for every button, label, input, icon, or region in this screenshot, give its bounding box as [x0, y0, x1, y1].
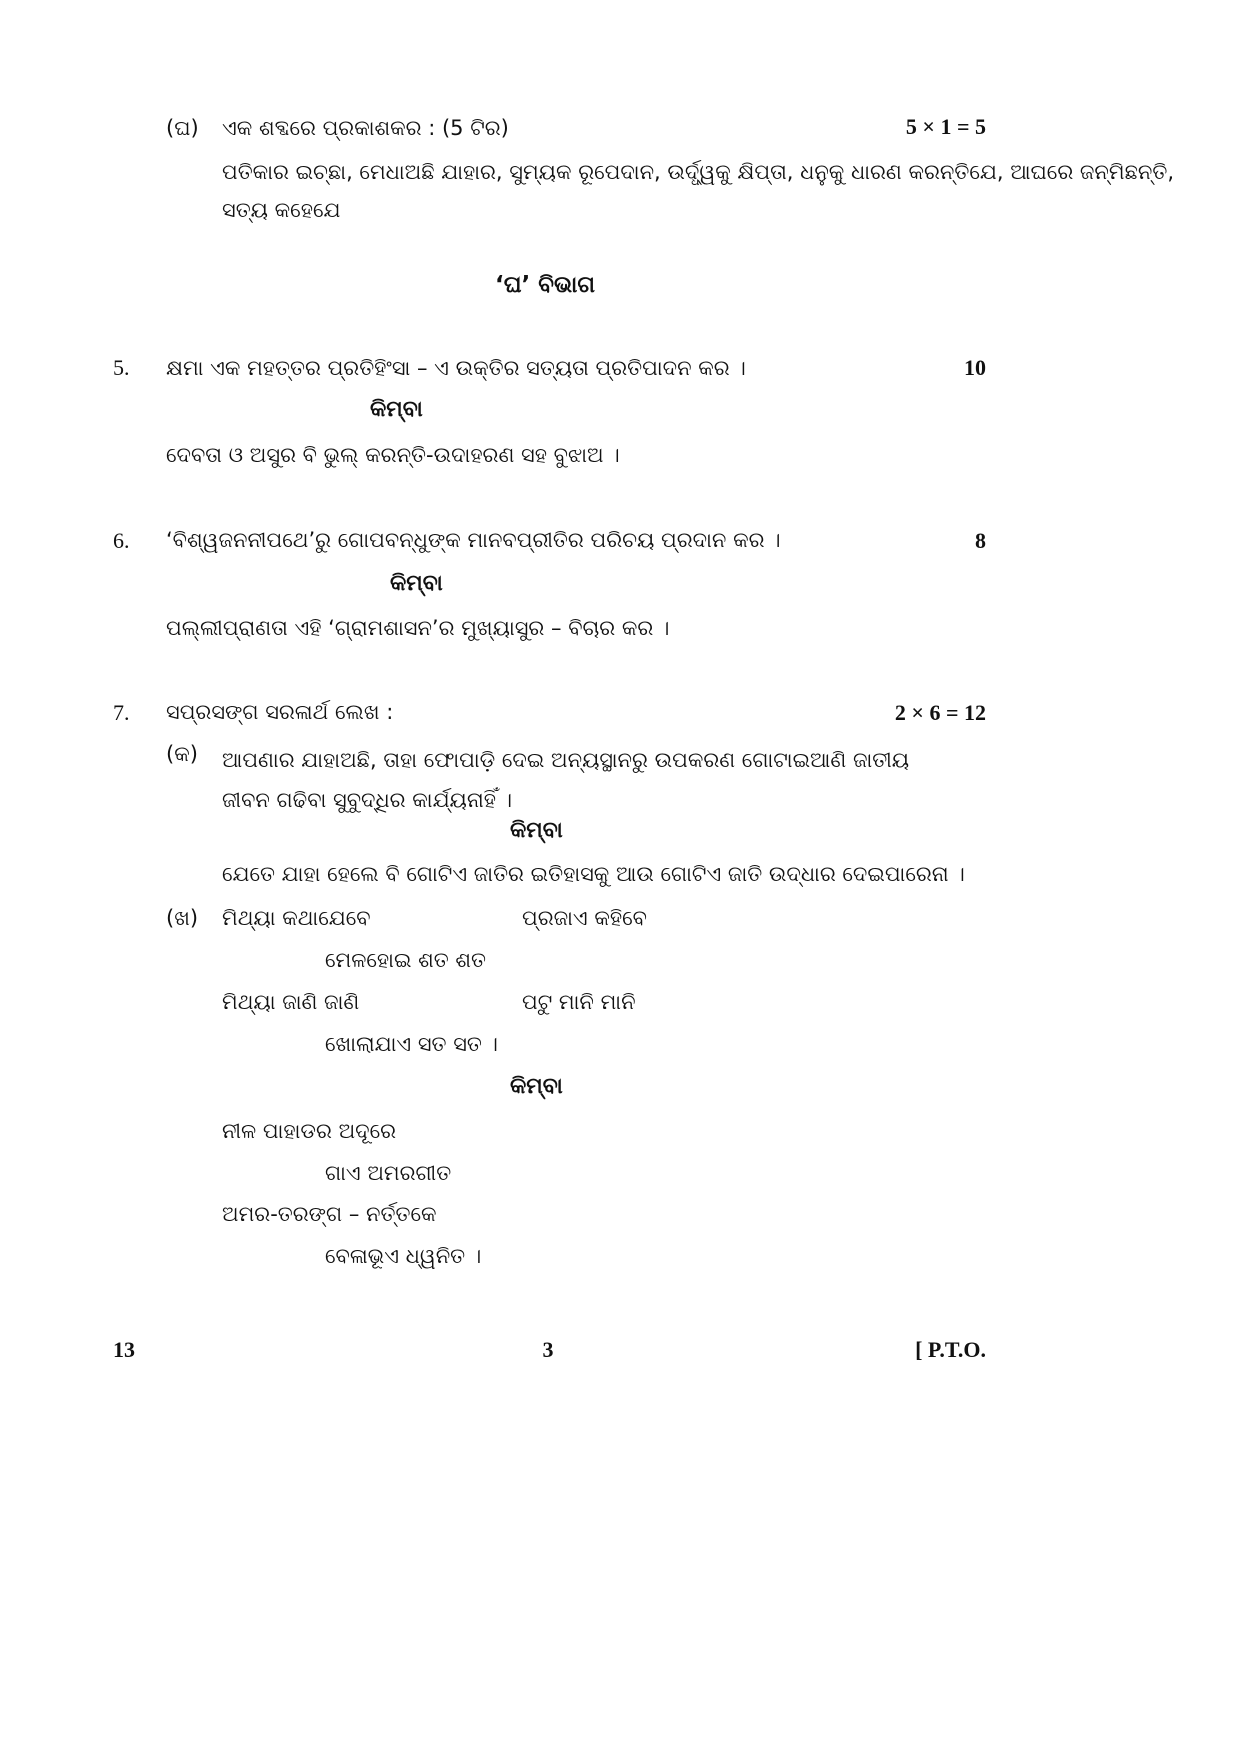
pto-label: [ P.T.O. [915, 1337, 986, 1362]
question-number: 5. [113, 355, 130, 380]
poem-line: ପ୍ରଜାଏ କହିବେ [522, 906, 647, 930]
alternative-question: ଦେବତା ଓ ଅସୁର ବି ଭୁଲ୍ କରନ୍ତି-ଉଦାହରଣ ସହ ବୁଝାଅ । [166, 443, 620, 467]
marks: 8 [975, 528, 986, 553]
poem-line: ମେଳହୋଇ ଶତ ଶତ [325, 948, 486, 972]
poem-line: ମିଥ୍ୟା କଥାଯେବେ [222, 906, 371, 930]
poem-line: ଖୋଲାଯାଏ ସତ ସତ । [325, 1032, 498, 1056]
poem-line: ନୀଳ ପାହାଡର ଅଦୂରେ [222, 1119, 397, 1143]
section-heading: ‘ଘ’ ବିଭାଗ [494, 272, 595, 298]
marks: 2 × 6 = 12 [894, 700, 986, 725]
question-text: ସପ୍ରସଙ୍ଗ ସରଳାର୍ଥ ଲେଖ : [166, 700, 394, 724]
passage-text: ଯେତେ ଯାହା ହେଲେ ବି ଗୋଟିଏ ଜାତିର ଇତିହାସକୁ ଆଉ ଗୋଟିଏ ଜାତି ଉଦ୍ଧାର ଦେଇପାରେନା । [222, 862, 965, 886]
poem-line: ମିଥ୍ୟା ଜାଣି ଜାଣି [222, 990, 360, 1014]
or-label: କିମ୍ବା [510, 818, 563, 843]
page-number: 3 [542, 1337, 554, 1362]
question-number: 7. [113, 700, 130, 725]
poem-line: ଅମର-ତରଙ୍ଗ – ନର୍ତ୍ତକେ [222, 1202, 437, 1226]
sub-question-text: ଏକ ଶବ୍ଦରେ ପ୍ରକାଶକର : (5 ଟିର) [222, 116, 509, 140]
word-list-line: ସତ୍ୟ କହେଯେ [222, 198, 341, 222]
poem-line: ଗାଏ ଅମରଗୀତ [325, 1161, 452, 1185]
question-number: 6. [113, 528, 130, 553]
or-label: କିମ୍ବା [510, 1074, 563, 1099]
marks: 5 × 1 = 5 [905, 114, 986, 139]
or-label: କିମ୍ବା [370, 397, 423, 422]
word-list-line: ପତିକାର ଇଚ୍ଛା, ମେଧାଅଛି ଯାହାର, ସୁମ୍ୟକ ରୂପେଦାନ, ଉର୍ଦ୍ଧ୍ୱକୁ କ୍ଷିପ୍ତା, ଧନୁକୁ ଧାରଣ କରନ୍ତିଯେ, ଆଘରେ ଜନ୍ମିଛନ୍ତି, [222, 160, 1175, 184]
poem-line: ବେଳାଭୂଏ ଧ୍ୱନିତ । [325, 1244, 482, 1268]
question-text: ‘ବିଶ୍ୱଜନନୀପଥେ’ରୁ ଗୋପବନ୍ଧୁଙ୍କ ମାନବପ୍ରୀତିର ପରିଚୟ ପ୍ରଦାନ କର । [166, 528, 781, 552]
sub-question-label: (ଖ) [166, 906, 199, 930]
paper-code: 13 [113, 1337, 135, 1362]
sub-question-label: (ଘ) [166, 116, 199, 140]
sub-question-label: (କ) [166, 742, 198, 766]
marks: 10 [964, 355, 986, 380]
question-text: କ୍ଷମା ଏକ ମହତ୍ତର ପ୍ରତିହିଂସା – ଏ ଉକ୍ତିର ସତ୍ୟତା ପ୍ରତିପାଦନ କର । [166, 356, 746, 380]
passage-text: ଆପଣାର ଯାହାଅଛି, ତାହା ଫୋପାଡ଼ି ଦେଇ ଅନ୍ୟସ୍ଥାନରୁ ଉପକରଣ ଗୋଟାଇଆଣି ଜାତୀୟ ଜୀବନ ଗଢିବା ସୁବୁଦ୍ଧିର କାର୍ଯ୍ୟନାହିଁ । [222, 748, 910, 812]
alternative-question: ପଲ୍ଲୀପ୍ରାଣତା ଏହି ‘ଗ୍ରାମଶାସନ’ର ମୁଖ୍ୟାସୁର – ବିଚାର କର । [166, 616, 670, 640]
or-label: କିମ୍ବା [390, 571, 443, 596]
poem-line: ପଟୁ ମାନି ମାନି [522, 990, 636, 1014]
